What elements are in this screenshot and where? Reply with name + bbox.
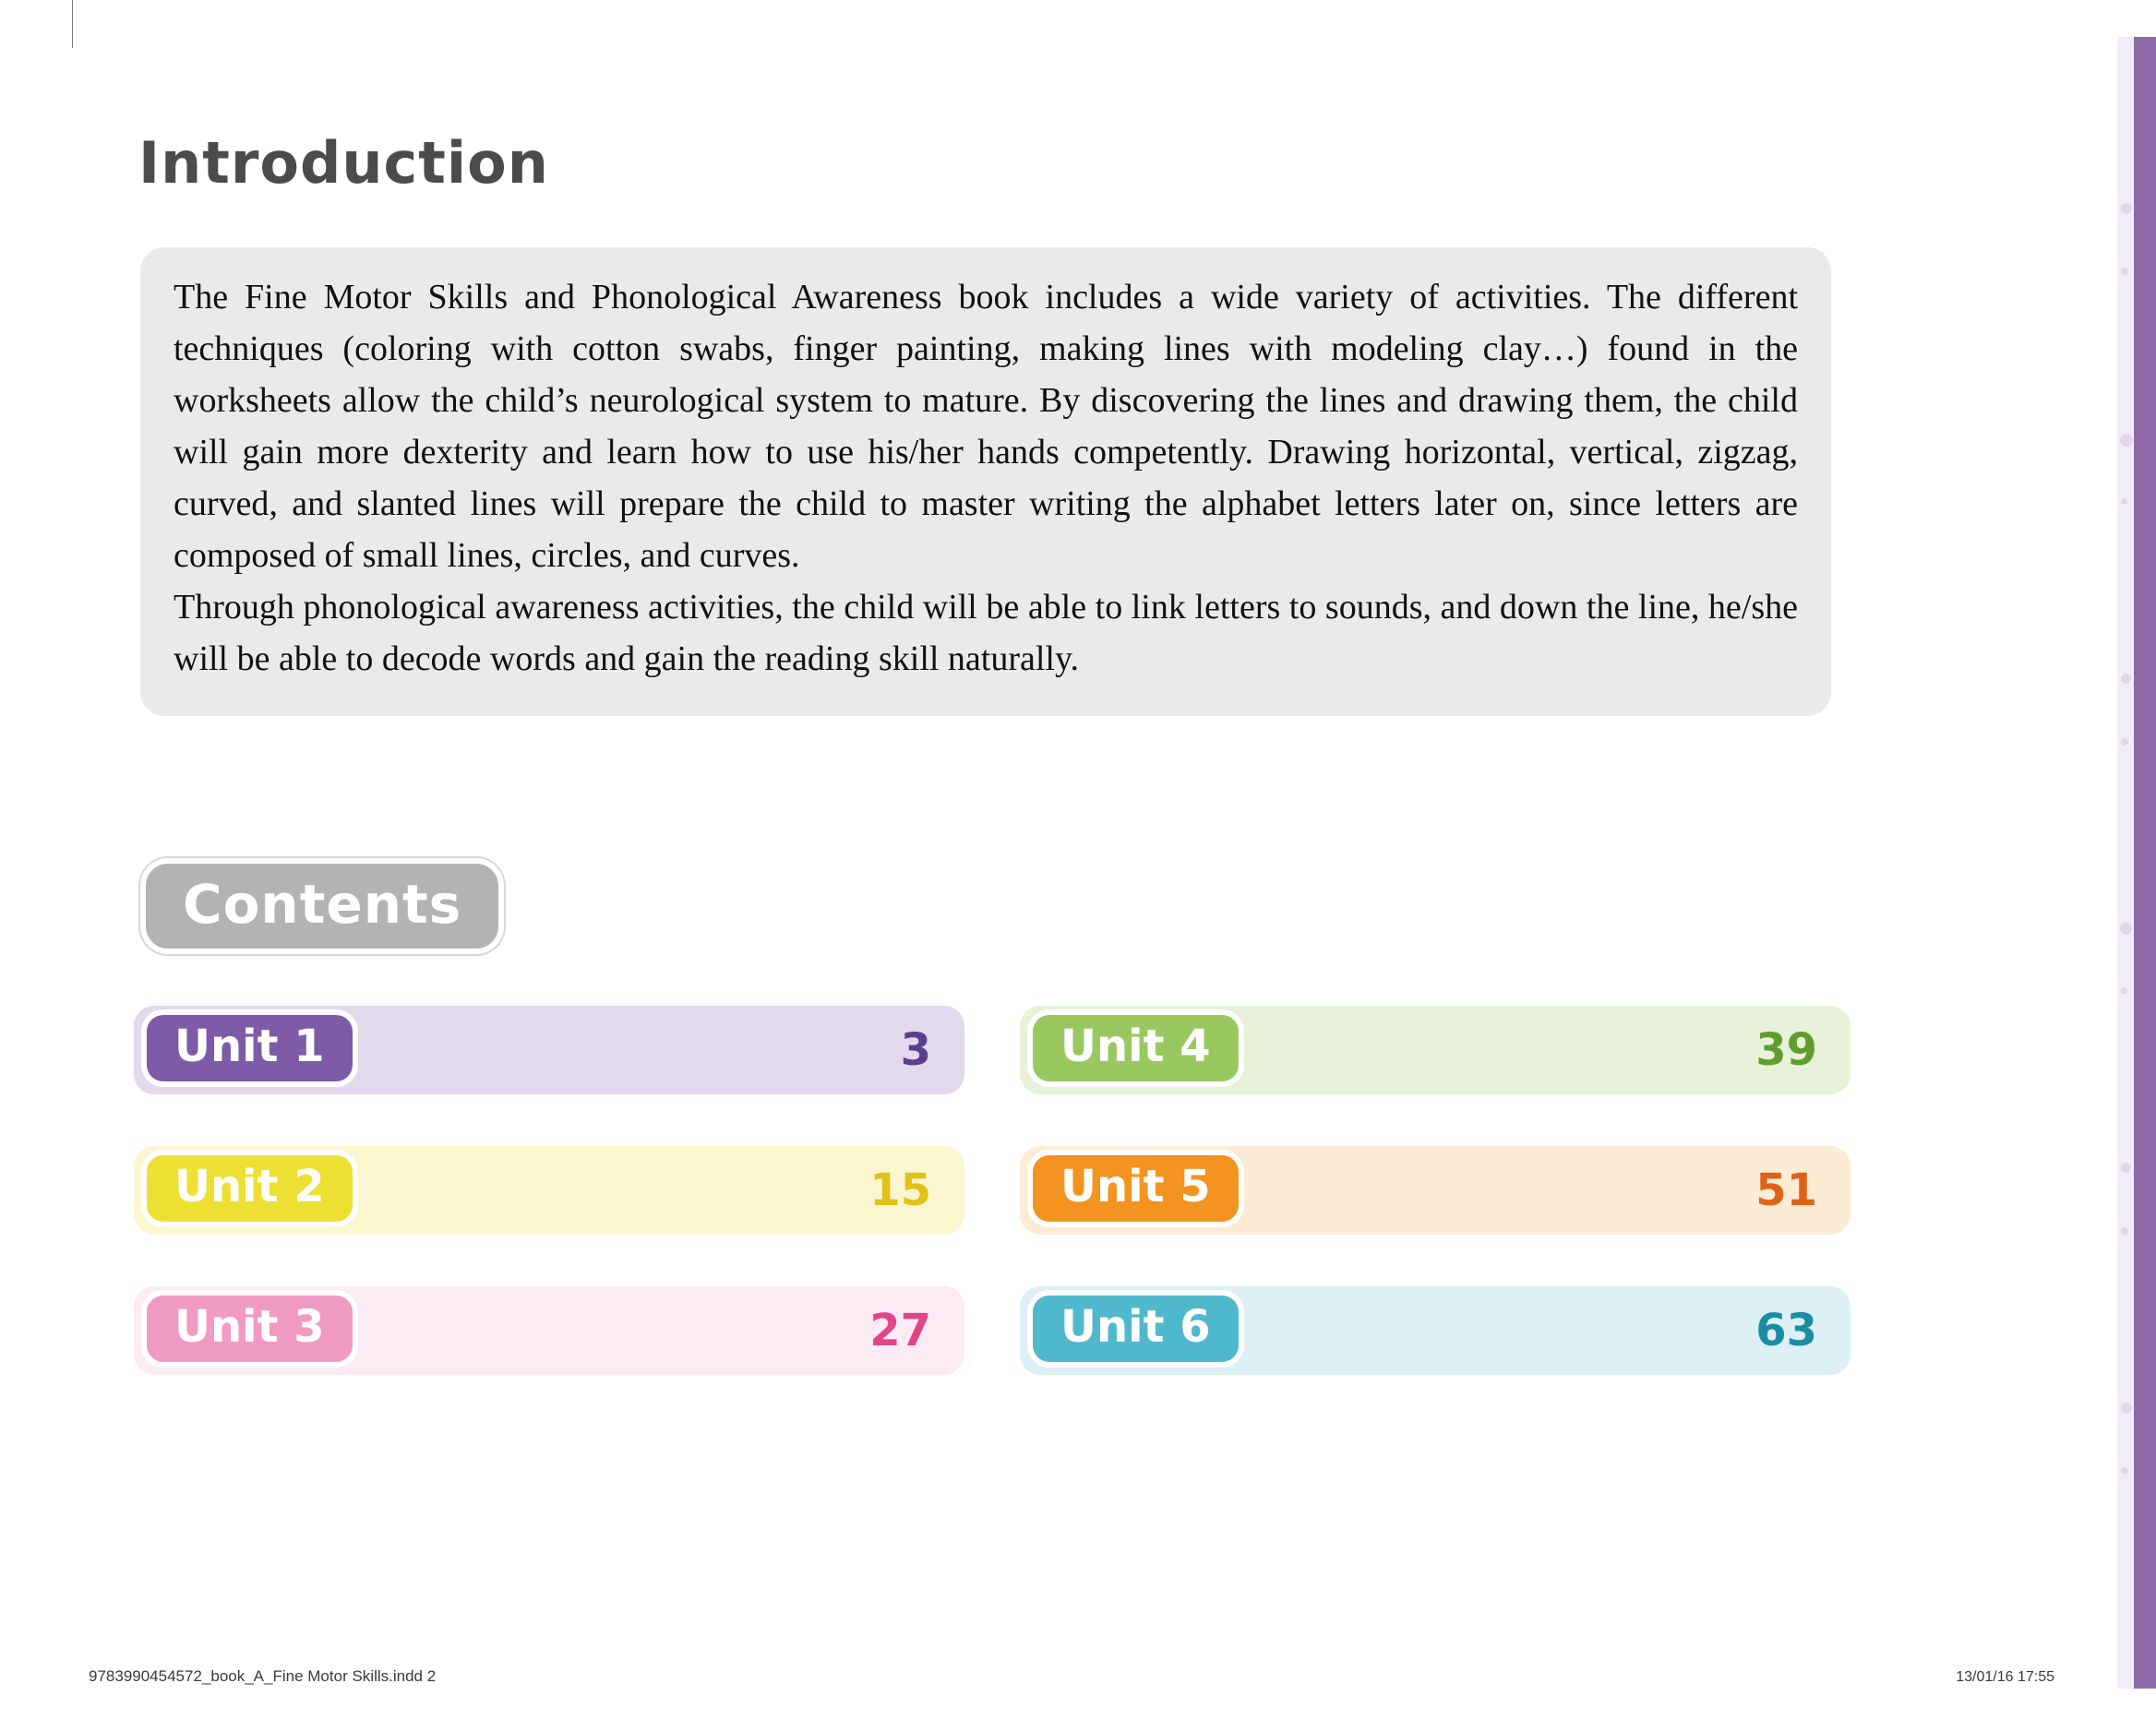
unit-label: Unit 2 (141, 1150, 358, 1227)
list-item[interactable] (1020, 1146, 1851, 1235)
unit-page-number: 39 (1755, 1024, 1817, 1076)
page-title: Introduction (138, 129, 549, 197)
edge-dot-pattern (2117, 37, 2134, 1689)
unit-label: Unit 4 (1027, 1009, 1244, 1087)
unit-page-number: 27 (869, 1305, 931, 1356)
unit-page-number: 3 (900, 1024, 931, 1076)
unit-label: Unit 6 (1027, 1290, 1244, 1367)
contents-heading: Contents (140, 858, 504, 954)
unit-label: Unit 3 (141, 1290, 358, 1367)
edge-band-purple (2134, 37, 2156, 1689)
unit-page-number: 15 (869, 1164, 931, 1216)
unit-label: Unit 5 (1027, 1150, 1244, 1227)
footer-filename: 9783990454572_book_A_Fine Motor Skills.indd 2 (89, 1667, 437, 1685)
introduction-text-box (140, 247, 1831, 716)
list-item[interactable] (1020, 1006, 1851, 1094)
footer-timestamp: 13/01/16 17:55 (1956, 1669, 2054, 1685)
intro-paragraph-2: Through phonological awareness activities, the child will be able to link letters to sounds, and down the line, he/she will be able to decode words and gain the reading skill naturally. (174, 588, 1798, 678)
crop-mark (72, 0, 73, 48)
list-item[interactable] (134, 1286, 964, 1375)
list-item[interactable] (134, 1146, 964, 1235)
unit-page-number: 63 (1755, 1305, 1817, 1356)
unit-page-number: 51 (1755, 1164, 1817, 1216)
list-item[interactable] (1020, 1286, 1851, 1375)
unit-label: Unit 1 (141, 1009, 358, 1087)
intro-paragraph-1: The Fine Motor Skills and Phonological Awareness book includes a wide variety of activities. The different techniques (coloring with cotton swabs, finger painting, making lines with modeling clay…) found in the worksheets allow the child’s neurological system to mature. By discovering the lines and drawing them, the child will gain more dexterity and learn how to use his/her hands competently. Drawing horizontal, vertical, zigzag, curved, and slanted lines will prepare the child to master writing the alphabet letters later on, since letters are composed of small lines, circles, and curves. (174, 278, 1798, 575)
list-item[interactable] (134, 1006, 964, 1094)
